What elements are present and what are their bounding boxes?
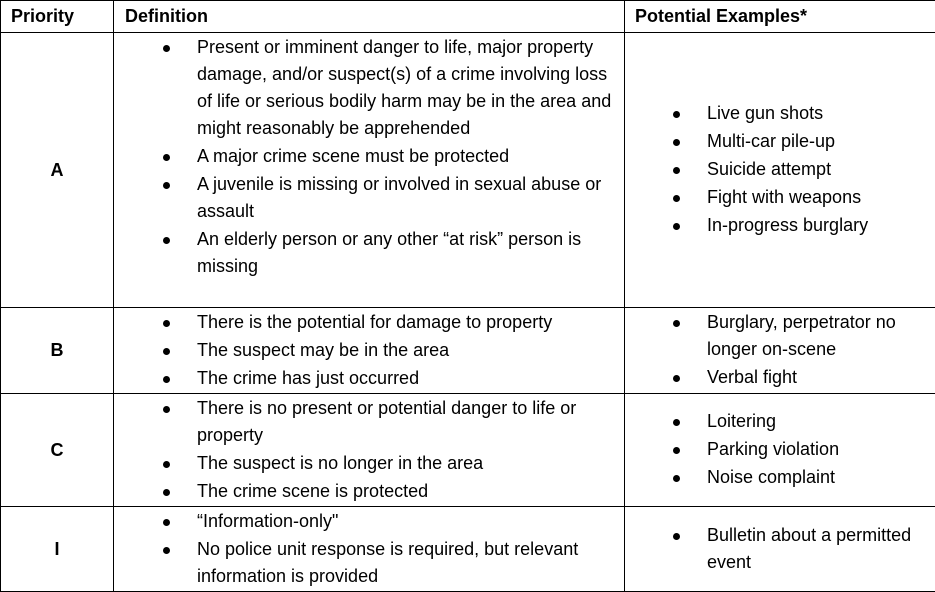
bullet-icon xyxy=(673,223,680,230)
definition-item: The suspect is no longer in the area xyxy=(114,450,624,477)
definition-item: The crime has just occurred xyxy=(114,365,624,392)
bullet-icon xyxy=(673,195,680,202)
bullet-icon xyxy=(163,237,170,244)
bullet-icon xyxy=(673,111,680,118)
example-item: Parking violation xyxy=(625,436,935,463)
table-row xyxy=(1,33,935,308)
bullet-icon xyxy=(163,320,170,327)
bullet-icon xyxy=(673,447,680,454)
bullet-icon xyxy=(163,406,170,413)
definition-item: An elderly person or any other “at risk” person is missing xyxy=(114,226,624,280)
example-item: Multi-car pile-up xyxy=(625,128,935,155)
example-item: Suicide attempt xyxy=(625,156,935,183)
definition-item: The suspect may be in the area xyxy=(114,337,624,364)
bullet-icon xyxy=(163,519,170,526)
example-item: Verbal fight xyxy=(625,364,935,391)
examples-cell xyxy=(625,33,935,308)
table-row xyxy=(1,394,935,507)
bullet-icon xyxy=(163,547,170,554)
bullet-icon xyxy=(163,461,170,468)
bullet-icon xyxy=(673,375,680,382)
example-item: Burglary, perpetrator no longer on-scene xyxy=(625,309,935,363)
priority-level: C xyxy=(1,394,114,507)
bullet-icon xyxy=(163,154,170,161)
definition-cell xyxy=(114,308,625,394)
priority-level: B xyxy=(1,308,114,394)
definition-item: No police unit response is required, but relevant information is provided xyxy=(114,536,624,590)
examples-cell xyxy=(625,507,935,592)
bullet-icon xyxy=(673,533,680,540)
bullet-icon xyxy=(163,348,170,355)
examples-cell xyxy=(625,394,935,507)
definition-cell xyxy=(114,507,625,592)
table-row xyxy=(1,507,935,592)
bullet-icon xyxy=(163,45,170,52)
examples-cell xyxy=(625,308,935,394)
header-examples: Potential Examples* xyxy=(625,1,935,33)
bullet-icon xyxy=(673,419,680,426)
bullet-icon xyxy=(673,320,680,327)
table-row xyxy=(1,308,935,394)
example-item: Noise complaint xyxy=(625,464,935,491)
definition-cell xyxy=(114,33,625,308)
example-item: Live gun shots xyxy=(625,100,935,127)
definition-item: The crime scene is protected xyxy=(114,478,624,505)
bullet-icon xyxy=(673,167,680,174)
bullet-icon xyxy=(673,475,680,482)
header-priority: Priority xyxy=(1,1,114,33)
header-row xyxy=(1,1,935,33)
definition-item: There is the potential for damage to property xyxy=(114,309,624,336)
header-definition: Definition xyxy=(114,1,625,33)
definition-item: A major crime scene must be protected xyxy=(114,143,624,170)
bullet-icon xyxy=(163,182,170,189)
example-item: Loitering xyxy=(625,408,935,435)
priority-level: A xyxy=(1,33,114,308)
priority-level: I xyxy=(1,507,114,592)
example-item: Fight with weapons xyxy=(625,184,935,211)
definition-cell xyxy=(114,394,625,507)
definition-item: A juvenile is missing or involved in sexual abuse or assault xyxy=(114,171,624,225)
bullet-icon xyxy=(673,139,680,146)
bullet-icon xyxy=(163,489,170,496)
example-item: Bulletin about a permitted event xyxy=(625,522,935,576)
definition-item: Present or imminent danger to life, major property damage, and/or suspect(s) of a crime involving loss of life or serious bodily harm may be in the area and might reasonably be apprehended xyxy=(114,34,624,142)
definition-item: There is no present or potential danger to life or property xyxy=(114,395,624,449)
example-item: In-progress burglary xyxy=(625,212,935,239)
definition-item: “Information-only" xyxy=(114,508,624,535)
bullet-icon xyxy=(163,376,170,383)
